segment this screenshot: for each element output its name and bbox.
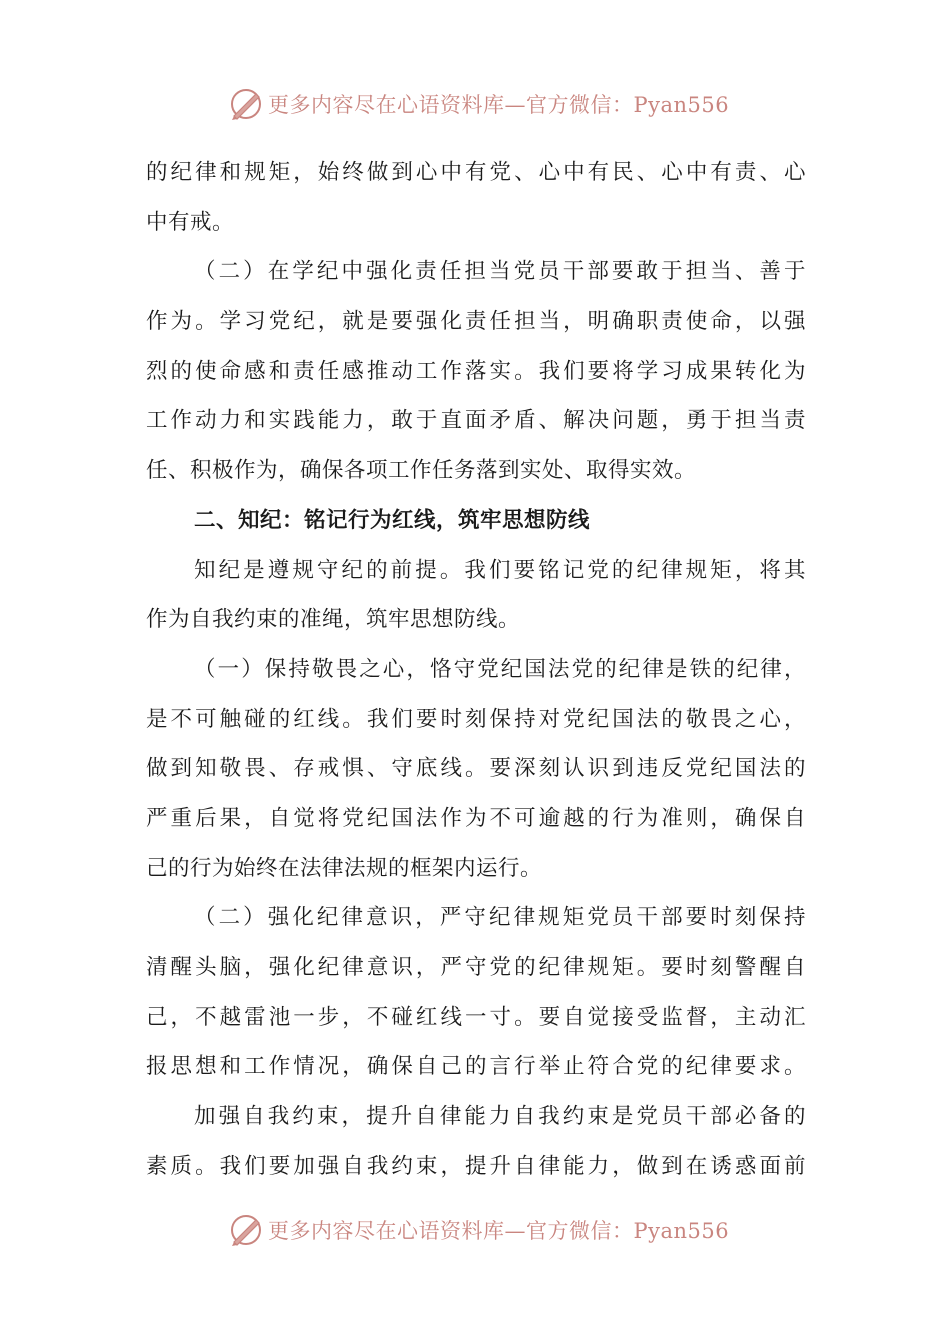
text-line: 报思想和工作情况，确保自己的言行举止符合党的纪律要求。 [146,1054,806,1080]
footer-text: 更多内容尽在心语资料库—官方微信：Pyan556 [268,1219,730,1243]
section-heading: 二、知纪：铭记行为红线，筑牢思想防线 [194,507,591,533]
footer-banner [228,1210,729,1250]
text-line: 己的行为始终在法律法规的框架内运行。 [146,855,543,881]
pen-circle-logo-icon [228,1212,264,1248]
header-banner [228,84,729,124]
text-line: 的纪律和规矩，始终做到心中有党、心中有民、心中有责、心 [146,160,806,185]
text-line: 作为。学习党纪，就是要强化责任担当，明确职责使命，以强 [146,309,806,335]
text-line: 素质。我们要加强自我约束，提升自律能力，做到在诱惑面前 [146,1153,806,1179]
text-line: 任、积极作为，确保各项工作任务落到实处、取得实效。 [146,458,697,484]
text-line: 严重后果，自觉将党纪国法作为不可逾越的行为准则，确保自 [146,805,806,831]
text-line: 作为自我约束的准绳，筑牢思想防线。 [146,607,521,633]
header-text: 更多内容尽在心语资料库—官方微信：Pyan556 [268,93,730,117]
text-line: 是不可触碰的红线。我们要时刻保持对党纪国法的敬畏之心， [146,706,806,732]
text-line: 清醒头脑，强化纪律意识，严守党的纪律规矩。要时刻警醒自 [146,955,806,980]
text-line: 做到知敬畏、存戒惧、守底线。要深刻认识到违反党纪国法的 [146,756,806,782]
text-line: 工作动力和实践能力，敢于直面矛盾、解决问题，勇于担当责 [146,408,806,434]
document-body [146,148,806,1191]
subheading-line: （二）在学纪中强化责任担当党员干部要敢于担当、善于 [194,259,806,285]
subheading-line: （一）保持敬畏之心，恪守党纪国法党的纪律是铁的纪律， [194,656,806,682]
text-line: 烈的使命感和责任感推动工作落实。我们要将学习成果转化为 [146,358,806,384]
text-line: 中有戒。 [146,209,235,235]
pen-circle-logo-icon [228,86,264,122]
subheading-line: （二）强化纪律意识，严守纪律规矩党员干部要时刻保持 [194,905,806,931]
subheading-line: 加强自我约束，提升自律能力自我约束是党员干部必备的 [194,1104,806,1130]
text-line: 己，不越雷池一步，不碰红线一寸。要自觉接受监督，主动汇 [146,1004,806,1030]
text-line: 知纪是遵规守纪的前提。我们要铭记党的纪律规矩，将其 [194,557,806,583]
